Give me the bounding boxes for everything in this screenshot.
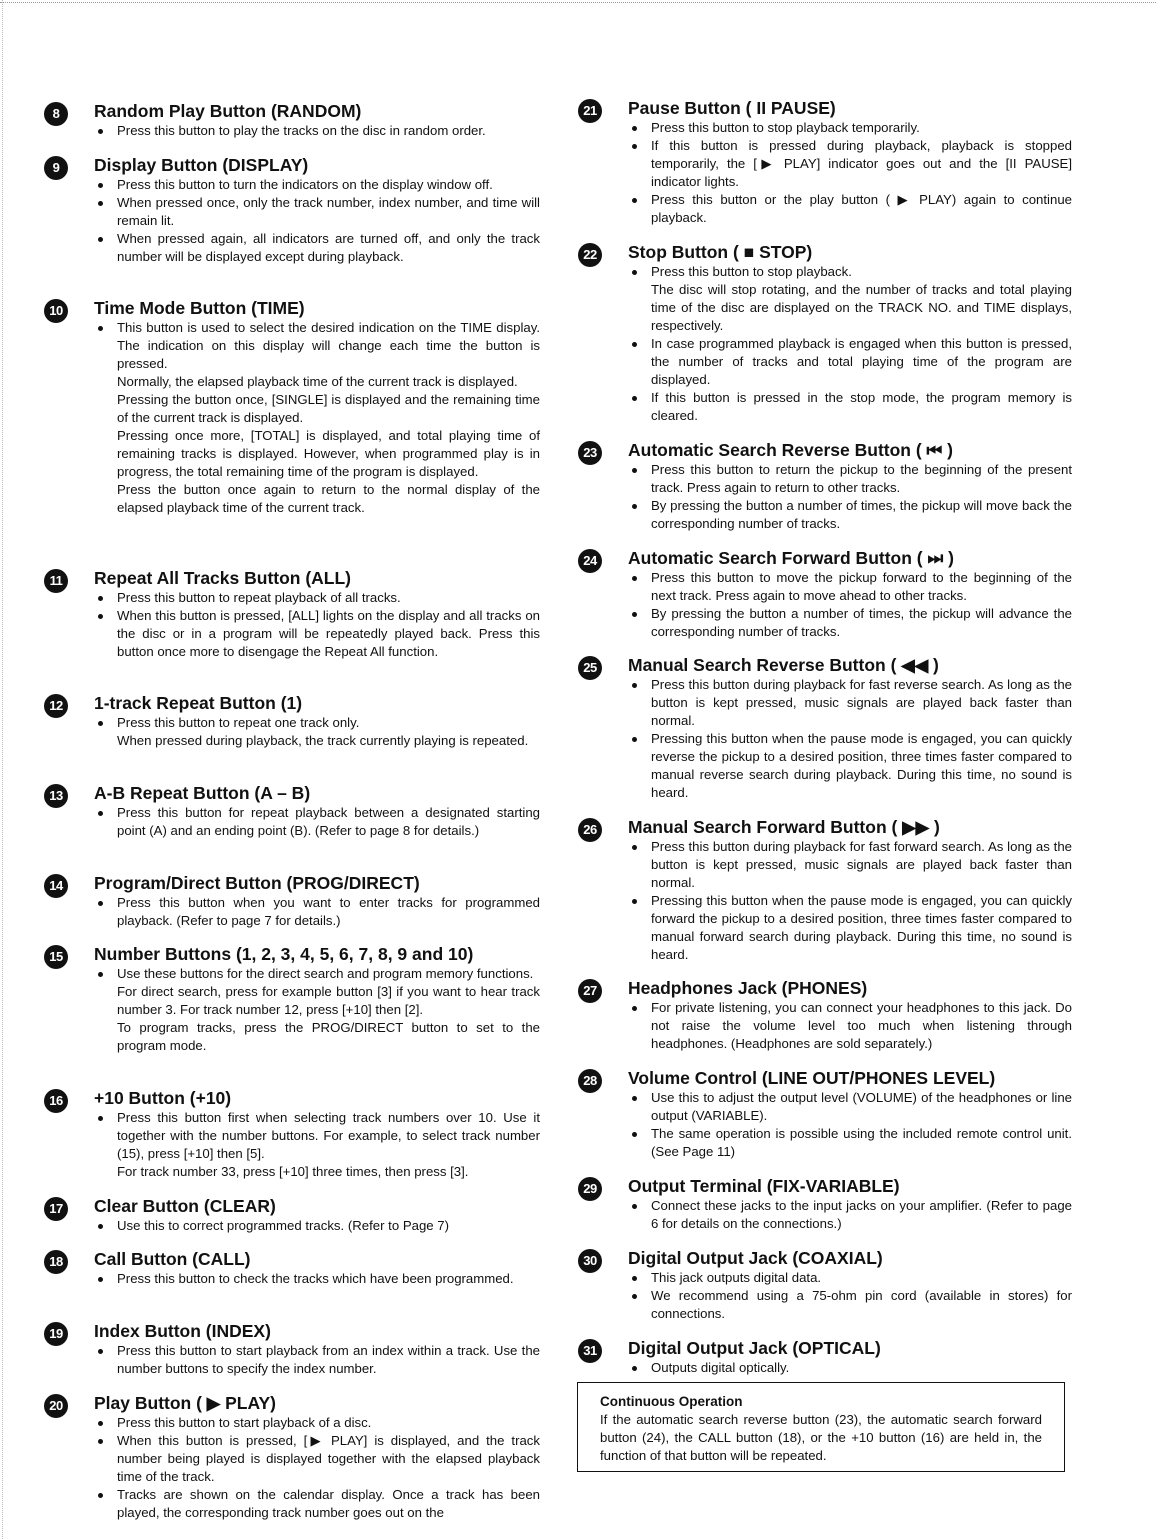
bullet-item: Press this button to check the tracks which have been programmed.: [94, 1270, 540, 1288]
section-title: Time Mode Button (TIME): [94, 298, 305, 318]
section-number-badge: 16: [44, 1089, 68, 1113]
bullet-item: Press this button to play the tracks on the disc in random order.: [94, 122, 540, 140]
section-title: Volume Control (LINE OUT/PHONES LEVEL): [628, 1068, 996, 1088]
section-items: [94, 804, 540, 840]
section-title: Program/Direct Button (PROG/DIRECT): [94, 873, 420, 893]
bullet-item: Connect these jacks to the input jacks on your amplifier. (Refer to page 6 for details on the connections.): [628, 1197, 1072, 1233]
bullet-item: Press this button to start playback from an index within a track. Use the number buttons to specify the index number.: [94, 1342, 540, 1378]
section-11: [44, 567, 540, 661]
section-title: 1-track Repeat Button (1): [94, 693, 303, 713]
section-number-badge: 10: [44, 299, 68, 323]
section-number-badge: 19: [44, 1322, 68, 1346]
section-number-badge: 27: [578, 979, 602, 1003]
continuation-text: For direct search, press for example button [3] if you want to hear track number 3. For track number 12, press [+10] then [2].: [117, 984, 540, 1017]
section-20: [44, 1392, 540, 1522]
continuation-text: When pressed during playback, the track currently playing is repeated.: [117, 733, 529, 748]
continuation-text: Pressing once more, [TOTAL] is displayed, and total playing time of remaining tracks is displayed. However, when programmed play is in progress, the total remaining time of the program is displayed.: [117, 428, 540, 479]
bullet-item: By pressing the button a number of times, the pickup will move back the corresponding number of tracks.: [628, 497, 1072, 533]
section-24: [578, 547, 1072, 641]
section-8: [44, 100, 540, 140]
bullet-item: Press this button during playback for fast forward search. As long as the button is kept pressed, music signals are played back faster than normal.: [628, 838, 1072, 892]
bullet-item: When pressed once, only the track number, index number, and time will remain lit.: [94, 194, 540, 230]
bullet-item: For private listening, you can connect your headphones to this jack. Do not raise the volume level too much when listening through headphones. (Headphones are sold separately.): [628, 999, 1072, 1053]
section-number-badge: 22: [578, 243, 602, 267]
section-items: [628, 1269, 1072, 1323]
section-number-badge: 25: [578, 656, 602, 680]
section-items: [94, 894, 540, 930]
bullet-item: Press this button to start playback of a disc.: [94, 1414, 540, 1432]
bullet-item: Press this button for repeat playback between a designated starting point (A) and an ending point (B). (Refer to page 8 for details.): [94, 804, 540, 840]
bullet-item: This button is used to select the desired indication on the TIME display. The indication on this display will change each time the button is pressed.: [94, 319, 540, 373]
section-title: Call Button (CALL): [94, 1249, 251, 1269]
section-27: [578, 977, 1072, 1053]
bullet-item: Press this button to stop playback.: [628, 263, 1072, 281]
section-21: [578, 97, 1072, 227]
section-number-badge: 28: [578, 1069, 602, 1093]
bullet-item: Press this button when you want to enter tracks for programmed playback. (Refer to page 7 for details.): [94, 894, 540, 930]
section-title: Number Buttons (1, 2, 3, 4, 5, 6, 7, 8, 9 and 10): [94, 944, 474, 964]
section-title: Digital Output Jack (COAXIAL): [628, 1248, 883, 1268]
section-items: [94, 589, 540, 661]
bullet-item: Press this button to repeat playback of all tracks.: [94, 589, 540, 607]
section-number-badge: 26: [578, 818, 602, 842]
section-items: [94, 1109, 540, 1181]
section-items: [94, 1342, 540, 1378]
section-title: +10 Button (+10): [94, 1088, 232, 1108]
bullet-item: Press this button or the play button ( ▶ PLAY) again to continue playback.: [628, 191, 1072, 227]
section-number-badge: 31: [578, 1339, 602, 1363]
section-number-badge: 17: [44, 1197, 68, 1221]
bullet-item: Outputs digital optically.: [628, 1359, 1072, 1377]
section-number-badge: 9: [44, 156, 68, 180]
bullet-item: By pressing the button a number of times, the pickup will advance the corresponding number of tracks.: [628, 605, 1072, 641]
section-items: [628, 1197, 1072, 1233]
section-18: [44, 1248, 540, 1288]
section-title: Headphones Jack (PHONES): [628, 978, 868, 998]
bullet-item: Use this to correct programmed tracks. (Refer to Page 7): [94, 1217, 540, 1235]
section-title: Manual Search Forward Button ( ▶▶ ): [628, 817, 940, 837]
section-15: [44, 943, 540, 1055]
section-title: Play Button ( ▶ PLAY): [94, 1393, 276, 1413]
section-number-badge: 14: [44, 874, 68, 898]
bullet-item: Pressing this button when the pause mode is engaged, you can quickly forward the pickup to a desired position, three times faster compared to manual forward search during playback. During this time, no sound is heard.: [628, 892, 1072, 964]
bullet-item: If this button is pressed during playback, playback is stopped temporarily, the [▶ PLAY] indicator goes out and the [II PAUSE] indicator lights.: [628, 137, 1072, 191]
section-17: [44, 1195, 540, 1235]
section-items: [628, 1359, 1072, 1377]
section-23: [578, 439, 1072, 533]
section-10: [44, 297, 540, 517]
bullet-item: Use this to adjust the output level (VOLUME) of the headphones or line output (VARIABLE).: [628, 1089, 1072, 1125]
bullet-item: Press this button to repeat one track only.: [94, 714, 540, 732]
bullet-item: Press this button first when selecting track numbers over 10. Use it together with the number buttons. For example, to select track number (15), press [+10] then [5].: [94, 1109, 540, 1163]
section-items: [94, 122, 540, 140]
bullet-item: Tracks are shown on the calendar display. Once a track has been played, the corresponding track number goes out on the: [94, 1486, 540, 1522]
section-number-badge: 13: [44, 784, 68, 808]
bullet-item: Press this button to return the pickup to the beginning of the present track. Press again to return to other tracks.: [628, 461, 1072, 497]
bullet-item: This jack outputs digital data.: [628, 1269, 1072, 1287]
section-items: [628, 999, 1072, 1053]
section-title: Display Button (DISPLAY): [94, 155, 309, 175]
section-title: Stop Button ( ■ STOP): [628, 242, 813, 262]
bullet-item: When this button is pressed, [ALL] lights on the display and all tracks on the disc or in a program will be repeatedly played back. Press this button once more to disengage the Repeat All function.: [94, 607, 540, 661]
section-12: [44, 692, 540, 750]
section-31: [578, 1337, 1072, 1377]
section-title: Output Terminal (FIX-VARIABLE): [628, 1176, 900, 1196]
scan-edge-top: [0, 2, 1156, 3]
section-items: [94, 965, 540, 1055]
section-number-badge: 12: [44, 694, 68, 718]
section-number-badge: 20: [44, 1394, 68, 1418]
section-items: [94, 1414, 540, 1522]
section-title: Clear Button (CLEAR): [94, 1196, 276, 1216]
section-number-badge: 24: [578, 549, 602, 573]
bullet-item: Use these buttons for the direct search and program memory functions.: [94, 965, 540, 983]
continuation-text: For track number 33, press [+10] three times, then press [3].: [117, 1164, 469, 1179]
section-items: [94, 1270, 540, 1288]
section-25: [578, 654, 1072, 802]
bullet-item: If this button is pressed in the stop mode, the program memory is cleared.: [628, 389, 1072, 425]
section-29: [578, 1175, 1072, 1233]
note-title: Continuous Operation: [600, 1394, 743, 1409]
section-items: [94, 714, 540, 750]
section-number-badge: 15: [44, 945, 68, 969]
bullet-item: Press this button during playback for fast reverse search. As long as the button is kept pressed, music signals are played back faster than normal.: [628, 676, 1072, 730]
section-items: [628, 1089, 1072, 1161]
section-title: Pause Button ( II PAUSE): [628, 98, 836, 118]
section-items: [628, 119, 1072, 227]
section-items: [628, 263, 1072, 425]
note-text: If the automatic search reverse button (23), the automatic search forward button (24), the CALL button (18), or the +10 button (16) are held in, the function of that button will be repeated.: [600, 1412, 1042, 1463]
bullet-item: In case programmed playback is engaged when this button is pressed, the number of tracks and total playing time of the program are displayed.: [628, 335, 1072, 389]
section-title: Automatic Search Forward Button ( ⏭ ): [628, 548, 954, 568]
section-title: Automatic Search Reverse Button ( ⏮ ): [628, 440, 953, 460]
section-26: [578, 816, 1072, 964]
section-items: [94, 176, 540, 266]
bullet-item: The same operation is possible using the included remote control unit. (See Page 11): [628, 1125, 1072, 1161]
section-items: [628, 569, 1072, 641]
bullet-item: Press this button to stop playback temporarily.: [628, 119, 1072, 137]
continuation-text: Normally, the elapsed playback time of the current track is displayed.: [117, 374, 518, 389]
bullet-item: Press this button to move the pickup forward to the beginning of the next track. Press again to move ahead to other tracks.: [628, 569, 1072, 605]
section-number-badge: 21: [578, 99, 602, 123]
bullet-item: Pressing this button when the pause mode is engaged, you can quickly reverse the pickup to a desired position, three times faster compared to manual reverse search during playback. During this time, no sound is heard.: [628, 730, 1072, 802]
section-items: [628, 461, 1072, 533]
section-number-badge: 11: [44, 569, 68, 593]
section-items: [628, 838, 1072, 964]
section-title: A-B Repeat Button (A – B): [94, 783, 311, 803]
continuation-text: Pressing the button once, [SINGLE] is displayed and the remaining time of the current track is displayed.: [117, 392, 540, 425]
section-22: [578, 241, 1072, 425]
section-19: [44, 1320, 540, 1378]
section-30: [578, 1247, 1072, 1323]
section-items: [94, 1217, 540, 1235]
continuation-text: The disc will stop rotating, and the number of tracks and total playing time of the disc are displayed on the TRACK NO. and TIME displays, respectively.: [651, 282, 1072, 333]
section-16: [44, 1087, 540, 1181]
section-13: [44, 782, 540, 840]
bullet-item: When pressed again, all indicators are turned off, and only the track number will be displayed except during playback.: [94, 230, 540, 266]
continuation-text: To program tracks, press the PROG/DIRECT button to set to the program mode.: [117, 1020, 540, 1053]
bullet-item: Press this button to turn the indicators on the display window off.: [94, 176, 540, 194]
section-title: Random Play Button (RANDOM): [94, 101, 362, 121]
section-title: Index Button (INDEX): [94, 1321, 271, 1341]
section-title: Repeat All Tracks Button (ALL): [94, 568, 352, 588]
section-number-badge: 8: [44, 102, 68, 126]
continuous-operation-note: [577, 1382, 1065, 1472]
continuation-text: Press the button once again to return to the normal display of the elapsed playback time of the current track.: [117, 482, 540, 515]
section-9: [44, 154, 540, 266]
section-title: Digital Output Jack (OPTICAL): [628, 1338, 881, 1358]
section-number-badge: 30: [578, 1249, 602, 1273]
section-28: [578, 1067, 1072, 1161]
section-14: [44, 872, 540, 930]
section-number-badge: 23: [578, 441, 602, 465]
scan-edge-left: [2, 0, 3, 1539]
section-number-badge: 29: [578, 1177, 602, 1201]
section-items: [94, 319, 540, 517]
section-title: Manual Search Reverse Button ( ◀◀ ): [628, 655, 939, 675]
section-items: [628, 676, 1072, 802]
section-number-badge: 18: [44, 1250, 68, 1274]
bullet-item: We recommend using a 75-ohm pin cord (available in stores) for connections.: [628, 1287, 1072, 1323]
bullet-item: When this button is pressed, [▶ PLAY] is displayed, and the track number being played is displayed together with the elapsed playback time of the track.: [94, 1432, 540, 1486]
